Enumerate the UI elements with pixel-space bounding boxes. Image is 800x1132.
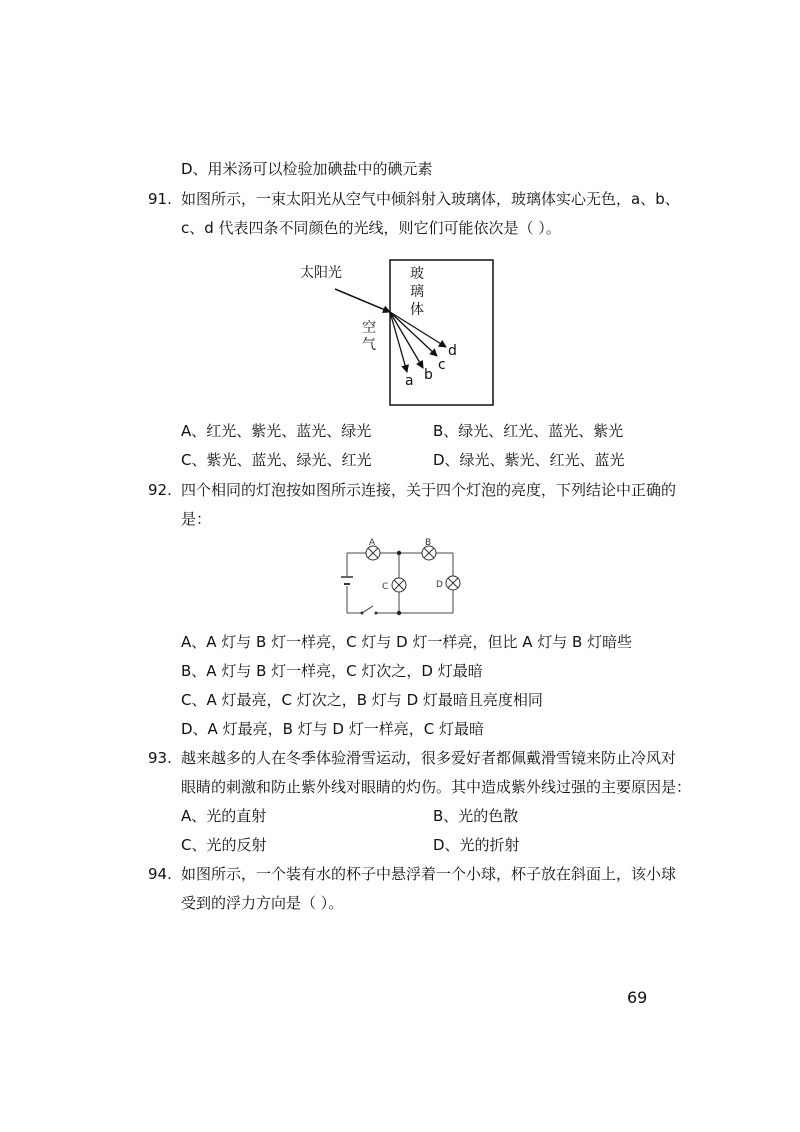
question-91-option-c: C、紫光、蓝光、绿光、红光	[181, 451, 372, 469]
junction-top	[397, 551, 401, 555]
glass-label-3: 体	[410, 302, 424, 318]
lamp-d-label: D	[436, 580, 443, 590]
air-label-2: 气	[362, 337, 376, 353]
question-92-option-c: C、A 灯最亮，C 灯次之，B 灯与 D 灯最暗且亮度相同	[181, 691, 543, 709]
prev-question-option-d: D、用米汤可以检验加碘盐中的碘元素	[181, 160, 433, 178]
glass-label-2: 璃	[410, 284, 424, 300]
lamp-d-icon	[446, 576, 460, 590]
circuit-figure	[335, 536, 465, 618]
question-93-text-line2: 眼睛的刺激和防止紫外线对眼睛的灼伤。其中造成紫外线过强的主要原因是：	[181, 778, 692, 796]
question-93-option-d: D、光的折射	[433, 836, 520, 854]
ray-label-d: d	[448, 343, 457, 359]
question-93-option-a: A、光的直射	[181, 807, 267, 825]
ray-label-a: a	[405, 373, 414, 389]
question-93-option-c: C、光的反射	[181, 836, 267, 854]
lamp-b-label: B	[425, 538, 432, 548]
ray-b	[390, 312, 423, 368]
lamp-a-label: A	[369, 538, 376, 548]
refraction-figure	[290, 255, 500, 410]
lamp-b-icon	[422, 546, 436, 560]
question-91-text-line1: 如图所示，一束太阳光从空气中倾斜射入玻璃体，玻璃体实心无色，a、b、	[181, 190, 680, 208]
question-92-text-line1: 四个相同的灯泡按如图所示连接，关于四个灯泡的亮度，下列结论中正确的	[181, 481, 677, 499]
question-94-text-line2: 受到的浮力方向是（ ）。	[181, 894, 344, 912]
ray-c	[390, 312, 437, 356]
question-94-number: 94.	[148, 865, 172, 883]
question-92-text-line2: 是：	[181, 510, 212, 528]
question-93-number: 93.	[148, 749, 172, 767]
air-label-1: 空	[362, 320, 376, 336]
page-number: 69	[627, 988, 648, 1007]
question-93-text-line1: 越来越多的人在冬季体验滑雪运动，很多爱好者都佩戴滑雪镜来防止冷风对	[181, 749, 677, 767]
lamp-a-icon	[366, 546, 380, 560]
lamp-c-label: C	[382, 582, 389, 592]
question-91-number: 91.	[148, 190, 172, 208]
question-92-number: 92.	[148, 481, 172, 499]
question-93-option-b: B、光的色散	[433, 807, 519, 825]
glass-label-1: 玻	[410, 266, 424, 282]
ray-label-b: b	[424, 367, 433, 383]
question-91-option-d: D、绿光、紫光、红光、蓝光	[433, 451, 625, 469]
lamp-c-icon	[392, 578, 406, 592]
question-94-text-line1: 如图所示，一个装有水的杯子中悬浮着一个小球，杯子放在斜面上，该小球	[181, 865, 677, 883]
sunlight-label: 太阳光	[300, 265, 342, 281]
ray-label-c: c	[438, 357, 446, 373]
question-91-option-a: A、红光、紫光、蓝光、绿光	[181, 422, 372, 440]
question-92-option-b: B、A 灯与 B 灯一样亮，C 灯次之，D 灯最暗	[181, 662, 483, 680]
junction-bottom	[397, 611, 401, 615]
question-91-option-b: B、绿光、红光、蓝光、紫光	[433, 422, 624, 440]
question-91-text-line2: c、d 代表四条不同颜色的光线，则它们可能依次是（ ）。	[181, 219, 561, 237]
question-92-option-d: D、A 灯最亮，B 灯与 D 灯一样亮，C 灯最暗	[181, 720, 484, 738]
incident-sunlight-ray	[335, 289, 390, 312]
question-92-option-a: A、A 灯与 B 灯一样亮，C 灯与 D 灯一样亮，但比 A 灯与 B 灯暗些	[181, 633, 633, 651]
switch-icon	[361, 606, 378, 615]
